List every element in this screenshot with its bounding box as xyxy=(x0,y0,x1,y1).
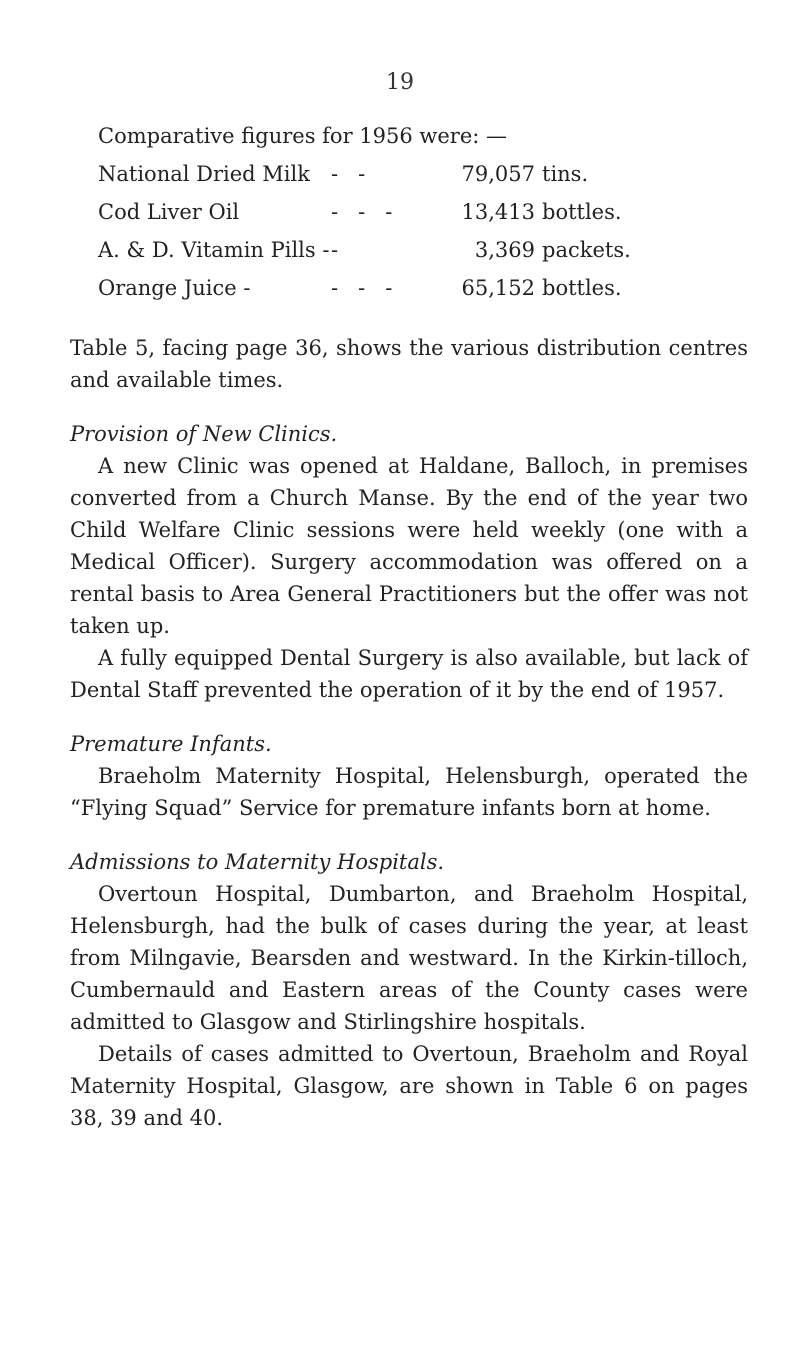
figure-dashes: - xyxy=(331,238,339,262)
page-number: 19 xyxy=(386,70,414,95)
figure-unit: tins. xyxy=(542,162,589,186)
figure-unit: packets. xyxy=(542,238,631,262)
figure-label: National Dried Milk xyxy=(98,162,310,186)
section-paragraph: A new Clinic was opened at Haldane, Balloch, in premises converted from a Church Manse. By the end of the year two Child Welfare Clinic sessions were held weekly (one with a Medical Officer). Surgery accommodation was offered on a rental basis to Area General Practitioners but the offer was not taken up. xyxy=(70,454,748,638)
figure-unit: bottles. xyxy=(542,276,622,300)
figure-row xyxy=(98,234,748,272)
figure-value: 65,152 xyxy=(461,276,535,300)
figure-dashes: - - xyxy=(331,162,366,186)
section-new-clinics xyxy=(70,418,748,706)
figure-label: Orange Juice - xyxy=(98,276,251,300)
section-paragraph: Details of cases admitted to Overtoun, Braeholm and Royal Maternity Hospital, Glasgow, are shown in Table 6 on pages 38, 39 and 40. xyxy=(70,1042,748,1130)
section-heading: Provision of New Clinics. xyxy=(70,422,338,446)
section-heading: Premature Infants. xyxy=(70,732,272,756)
figure-label: A. & D. Vitamin Pills - xyxy=(98,238,330,262)
table-note: Table 5, facing page 36, shows the various distribution centres and available times. xyxy=(70,336,748,392)
figure-row xyxy=(98,158,748,196)
section-paragraph: Overtoun Hospital, Dumbarton, and Braeholm Hospital, Helensburgh, had the bulk of cases during the year, at least from Milngavie, Bearsden and westward. In the Kirkin-tilloch, Cumbernauld and Eastern areas of the County cases were admitted to Glasgow and Stirlingshire hospitals. xyxy=(70,882,748,1034)
figure-dashes: - - - xyxy=(331,200,393,224)
section-premature-infants xyxy=(70,728,748,824)
figure-dashes: - - - xyxy=(331,276,393,300)
figure-value: 3,369 xyxy=(474,238,535,262)
section-paragraph: A fully equipped Dental Surgery is also available, but lack of Dental Staff prevented the operation of it by the end of 1957. xyxy=(70,646,748,702)
figure-value: 79,057 xyxy=(461,162,535,186)
section-paragraph: Braeholm Maternity Hospital, Helensburgh, operated the “Flying Squad” Service for premature infants born at home. xyxy=(70,764,748,820)
intro-line: Comparative figures for 1956 were: — xyxy=(98,124,508,148)
figure-unit: bottles. xyxy=(542,200,622,224)
figure-row xyxy=(98,272,748,310)
section-maternity-admissions xyxy=(70,846,748,1134)
figure-value: 13,413 xyxy=(461,200,535,224)
figure-label: Cod Liver Oil xyxy=(98,200,240,224)
section-heading: Admissions to Maternity Hospitals. xyxy=(70,850,445,874)
figure-row xyxy=(98,196,748,234)
page-content xyxy=(70,120,748,1156)
figures-list xyxy=(98,158,748,310)
